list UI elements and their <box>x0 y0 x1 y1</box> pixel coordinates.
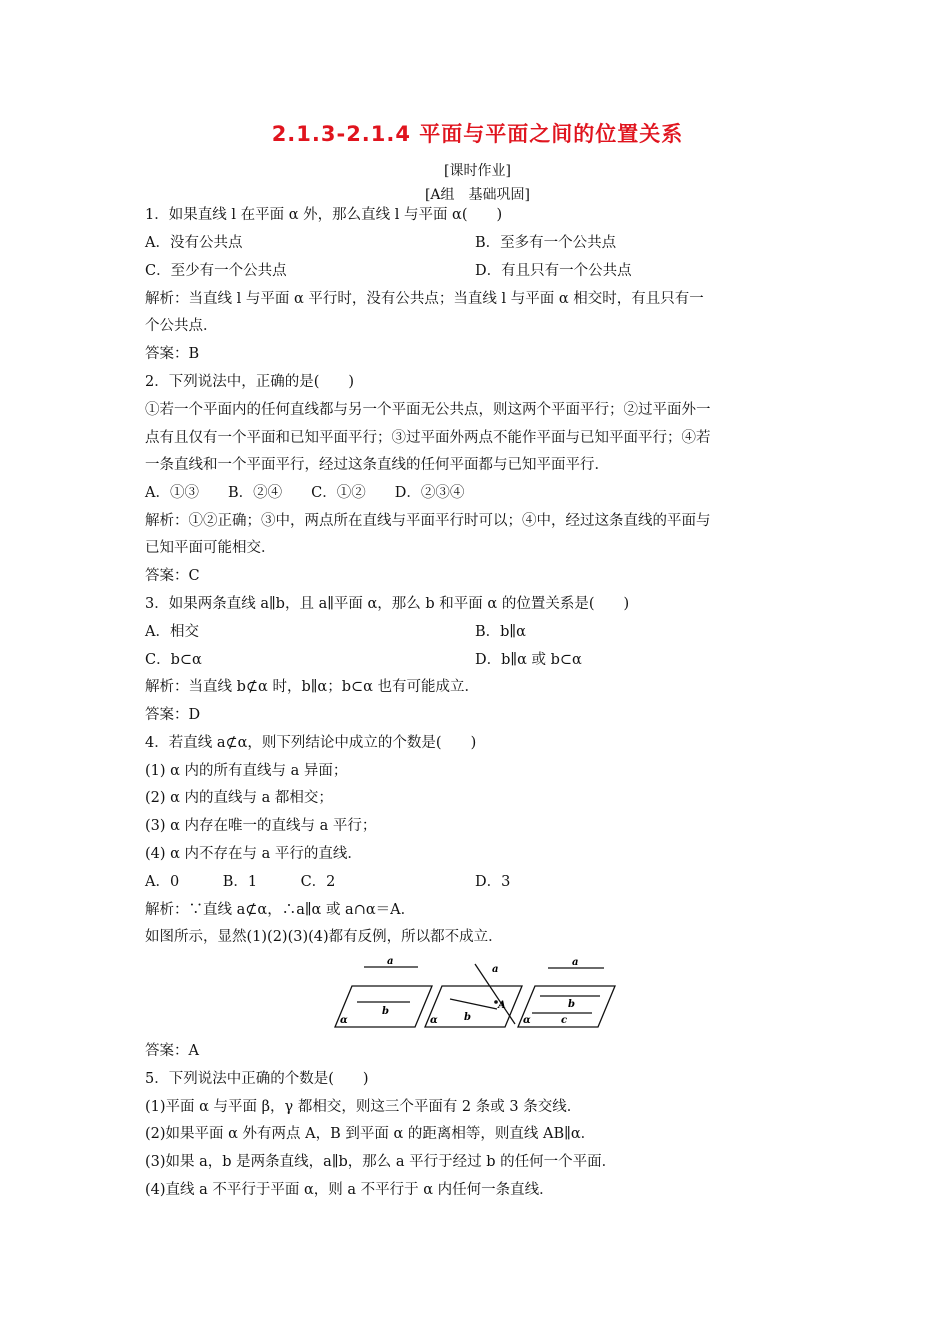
q3-option-c: C．b⊂α <box>145 652 202 668</box>
q4-item-1: (1) α 内的所有直线与 a 异面； <box>145 763 348 779</box>
fig2-label-a: a <box>492 964 499 975</box>
q1-stem: 1．如果直线 l 在平面 α 外，那么直线 l 与平面 α( ) <box>145 207 503 223</box>
fig1-label-a: a <box>387 956 394 967</box>
q4-options-abc: A．0 B．1 C．2 <box>145 874 336 890</box>
q3-analysis: 解析：当直线 b⊄α 时，b∥α；b⊂α 也有可能成立． <box>145 679 480 695</box>
fig3-label-a: a <box>572 957 579 968</box>
q5-item-4: (4)直线 a 不平行于平面 α，则 a 不平行于 α 内任何一条直线． <box>145 1182 554 1198</box>
q1-analysis-line2: 个公共点． <box>145 318 218 334</box>
q2-answer: 答案：C <box>145 568 200 584</box>
page-title: 2.1.3-2.1.4 平面与平面之间的位置关系 <box>271 122 684 146</box>
q3-option-b: B．b∥α <box>475 624 526 640</box>
q2-text-line3: 一条直线和一个平面平行，经过这条直线的任何平面都与已知平面平行． <box>145 457 609 473</box>
q4-item-3: (3) α 内存在唯一的直线与 a 平行； <box>145 818 377 834</box>
q4-option-d: D．3 <box>475 874 511 890</box>
q5-item-1: (1)平面 α 与平面 β，γ 都相交，则这三个平面有 2 条或 3 条交线． <box>145 1099 582 1115</box>
q2-text-line1: ①若一个平面内的任何直线都与另一个平面无公共点，则这两个平面平行；②过平面外一 <box>145 402 711 418</box>
fig3-label-c: c <box>561 1015 568 1026</box>
q3-stem: 3．如果两条直线 a∥b，且 a∥平面 α，那么 b 和平面 α 的位置关系是( ) <box>145 596 630 612</box>
fig2-label-b: b <box>464 1012 471 1023</box>
homework-label: [课时作业] <box>444 163 511 179</box>
fig2-plane <box>425 986 522 1027</box>
group-label: [A组 基础巩固] <box>424 187 531 203</box>
fig1-label-alpha: α <box>340 1015 348 1026</box>
q2-options: A．①③ B．②④ C．①② D．②③④ <box>145 485 465 501</box>
q5-item-2: (2)如果平面 α 外有两点 A，B 到平面 α 的距离相等，则直线 AB∥α． <box>145 1126 596 1142</box>
q2-text-line2: 点有且仅有一个平面和已知平面平行；③过平面外两点不能作平面与已知平面平行；④若 <box>145 430 711 446</box>
q2-analysis-line2: 已知平面可能相交． <box>145 540 276 556</box>
q3-option-a: A．相交 <box>145 624 199 640</box>
q2-stem: 2．下列说法中，正确的是( ) <box>145 374 355 390</box>
q1-option-b: B．至多有一个公共点 <box>475 235 617 251</box>
q4-answer: 答案：A <box>145 1043 199 1059</box>
q4-item-2: (2) α 内的直线与 a 都相交； <box>145 790 333 806</box>
fig2-label-alpha: α <box>430 1015 438 1026</box>
q1-option-c: C．至少有一个公共点 <box>145 263 287 279</box>
q1-option-a: A．没有公共点 <box>145 235 243 251</box>
q4-stem: 4．若直线 a⊄α，则下列结论中成立的个数是( ) <box>145 735 477 751</box>
q1-analysis-line1: 解析：当直线 l 与平面 α 平行时，没有公共点；当直线 l 与平面 α 相交时，有且只有一 <box>145 291 704 307</box>
q2-analysis-line1: 解析：①②正确；③中，两点所在直线与平面平行时可以；④中，经过这条直线的平面与 <box>145 513 711 529</box>
q4-item-4: (4) α 内不存在与 a 平行的直线． <box>145 846 362 862</box>
q1-option-d: D．有且只有一个公共点 <box>475 263 632 279</box>
q5-item-3: (3)如果 a，b 是两条直线，a∥b，那么 a 平行于经过 b 的任何一个平面． <box>145 1154 617 1170</box>
fig2-label-point-a: A <box>498 1000 506 1011</box>
fig3-label-alpha: α <box>523 1015 531 1026</box>
q5-stem: 5．下列说法中正确的个数是( ) <box>145 1071 369 1087</box>
q1-answer: 答案：B <box>145 346 200 362</box>
fig1-label-b: b <box>382 1006 389 1017</box>
q4-analysis: 解析：∵直线 a⊄α，∴a∥α 或 a∩α＝A． <box>145 902 416 918</box>
fig2-line-b <box>450 999 497 1009</box>
fig3-label-b: b <box>568 999 575 1010</box>
q3-option-d: D．b∥α 或 b⊂α <box>475 652 582 668</box>
q4-figure-note: 如图所示，显然(1)(2)(3)(4)都有反例，所以都不成立． <box>145 929 503 945</box>
plane-line-figure <box>332 956 617 1036</box>
q3-answer: 答案：D <box>145 707 201 723</box>
